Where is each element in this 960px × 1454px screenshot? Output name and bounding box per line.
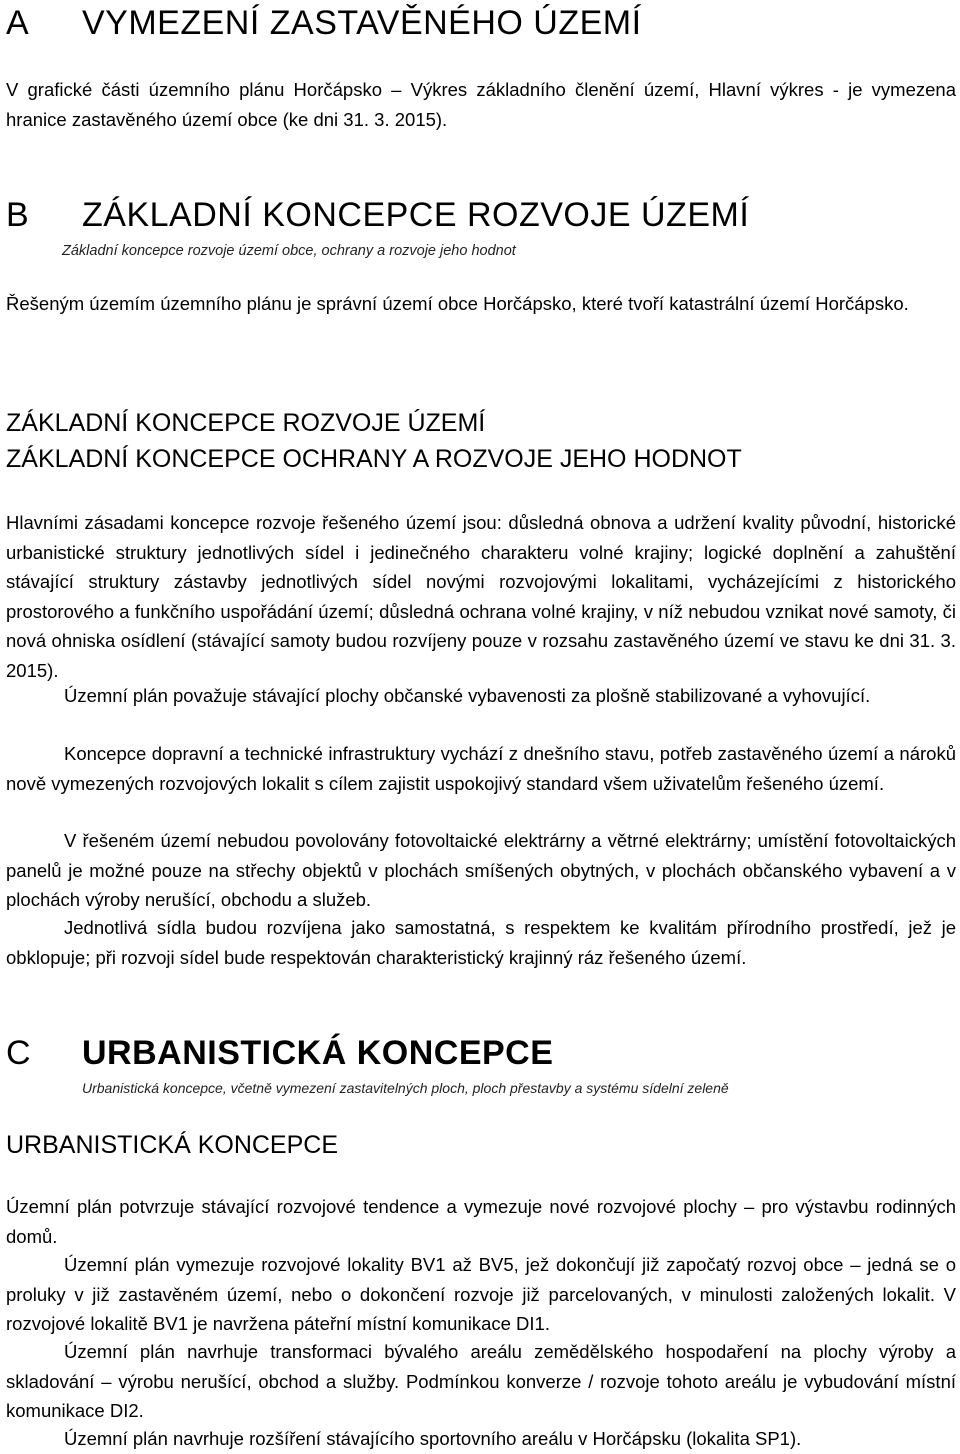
section-c-paragraph-1: Územní plán potvrzuje stávající rozvojové tendence a vymezuje nové rozvojové plochy – pro výstavbu rodinných domů. [6, 1196, 956, 1247]
section-b-letter: B [6, 196, 30, 234]
section-c-paragraph-4: Územní plán navrhuje rozšíření stávajícího sportovního areálu v Horčápsku (lokalita SP1). [64, 1428, 802, 1449]
section-a-title: VYMEZENÍ ZASTAVĚNÉHO ÚZEMÍ [82, 4, 642, 42]
section-a-letter: A [6, 4, 30, 42]
section-b-paragraph-2: Hlavními zásadami koncepce rozvoje řešeného území jsou: důsledná obnova a udržení kvality původní, historické urbanistické struktury jednotlivých sídel i jedinečného charakteru volné krajiny; logické doplnění a zahuštění stávající struktury zástavby jednotlivých sídel novými rozvojovými lokalitami, vycházejícími z historického prostorového a funkčního uspořádání území; důsledná ochrana volné krajiny, v níž nebudou vznikat nové samoty, či nová ohniska osídlení (stávající samoty budou rozvíjeny pouze v rozsahu zastavěného území ve stavu ke dni 31. 3. 2015). [6, 512, 956, 681]
section-b-paragraph-5: V řešeném území nebudou povolovány fotovoltaické elektrárny a větrné elektrárny; umístění fotovoltaických panelů je možné pouze na střechy objektů v plochách smíšených obytných, v plochách občanského vybavení a v plochách výroby nerušící, obchodu a služeb. [6, 830, 956, 911]
section-c-subheading: URBANISTICKÁ KONCEPCE [6, 1131, 339, 1159]
section-c-paragraph-2: Územní plán vymezuje rozvojové lokality BV1 až BV5, jež dokončují již započatý rozvoj obce – jedná se o proluky v již zastavěném území, nebo o dokončení rozvoje již parcelovaných, v minulosti založených lokalit. V rozvojové lokalitě BV1 je navržena páteřní místní komunikace DI1. [6, 1254, 956, 1335]
section-b-paragraph-6: Jednotlivá sídla budou rozvíjena jako samostatná, s respektem ke kvalitám přírodního prostředí, jež je obklopuje; při rozvoji sídel bude respektován charakteristický krajinný ráz řešeného území. [6, 917, 956, 968]
section-b-paragraph-3: Územní plán považuje stávající plochy občanské vybavenosti za plošně stabilizované a vyhovující. [64, 685, 871, 706]
section-c-subtitle: Urbanistická koncepce, včetně vymezení zastavitelných ploch, ploch přestavby a systému sídelní zeleně [82, 1080, 729, 1096]
section-a-heading [6, 4, 642, 43]
section-b-paragraph-4: Koncepce dopravní a technické infrastruktury vychází z dnešního stavu, potřeb zastavěného území a nároků nově vymezených rozvojových lokalit s cílem zajistit uspokojivý standard všem uživatelům řešeného území. [6, 743, 956, 794]
section-b-paragraph-1: Řešeným územím územního plánu je správní území obce Horčápsko, které tvoří katastrální území Horčápsko. [6, 293, 909, 314]
section-b-title: ZÁKLADNÍ KONCEPCE ROZVOJE ÚZEMÍ [82, 196, 750, 234]
section-a-paragraph: V grafické části územního plánu Horčápsko – Výkres základního členění území, Hlavní výkres - je vymezena hranice zastavěného území obce (ke dni 31. 3. 2015). [6, 79, 956, 130]
section-c-heading [6, 1034, 553, 1073]
section-b-subtitle: Základní koncepce rozvoje území obce, ochrany a rozvoje jeho hodnot [62, 243, 516, 259]
section-b-subheading-1: ZÁKLADNÍ KONCEPCE ROZVOJE ÚZEMÍ [6, 409, 486, 437]
section-b-subheading-2: ZÁKLADNÍ KONCEPCE OCHRANY A ROZVOJE JEHO HODNOT [6, 445, 742, 473]
section-c-title: URBANISTICKÁ KONCEPCE [82, 1034, 554, 1072]
section-b-heading [6, 196, 749, 235]
section-c-letter: C [6, 1034, 32, 1072]
section-c-paragraph-3: Územní plán navrhuje transformaci bývalého areálu zemědělského hospodaření na plochy výroby a skladování – výrobu nerušící, obchod a služby. Podmínkou konverze / rozvoje tohoto areálu je vybudování místní komunikace DI2. [6, 1341, 956, 1422]
